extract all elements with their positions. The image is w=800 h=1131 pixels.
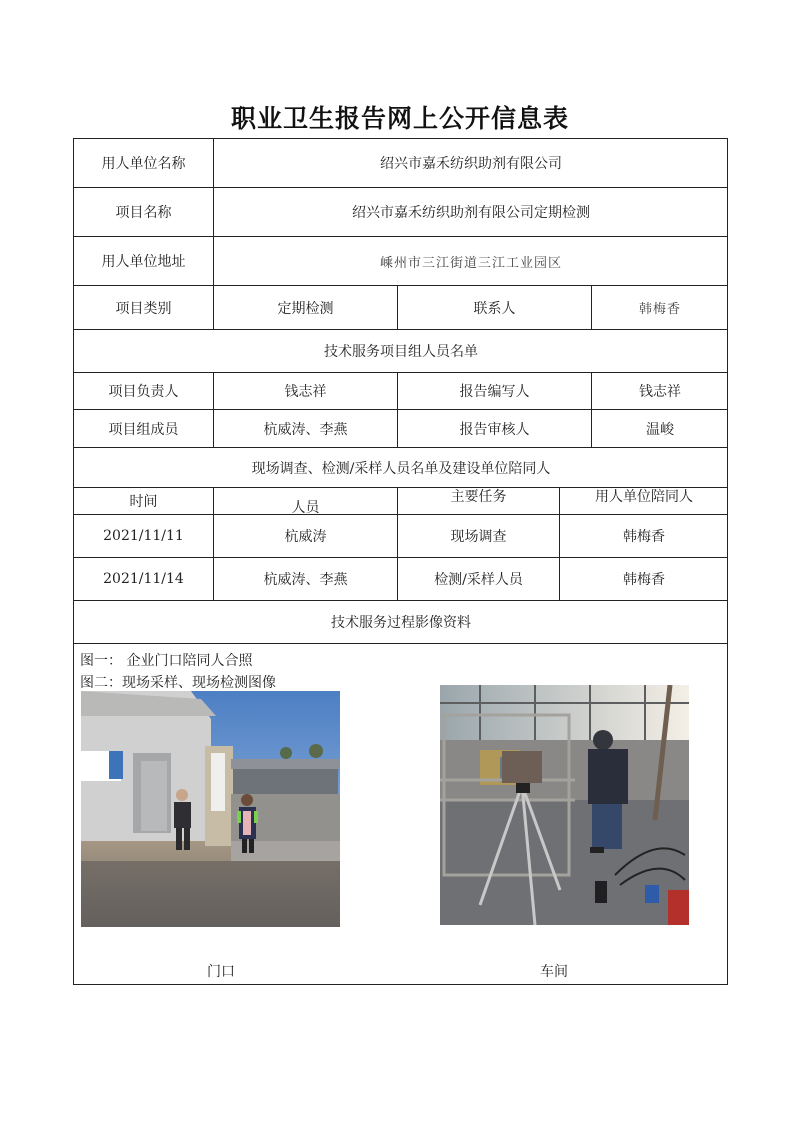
leader-label: 项目负责人	[108, 384, 179, 400]
project-type-label: 项目类别	[115, 300, 172, 317]
table-row-2-accompany: 韩梅香	[623, 572, 665, 588]
employer-name-value: 绍兴市嘉禾纺织助剂有限公司	[380, 156, 562, 172]
workshop-photo	[440, 685, 689, 925]
page-title: 职业卫生报告网上公开信息表	[230, 104, 569, 133]
table-row-1-date: 2021/11/11	[103, 528, 184, 544]
gate-photo	[81, 691, 340, 927]
writer-value: 钱志祥	[639, 384, 681, 400]
members-value: 杭威涛、李燕	[263, 421, 348, 438]
images-section-title: 技术服务过程影像资料	[331, 615, 471, 631]
employer-name-label: 用人单位名称	[101, 156, 186, 172]
table-row-1-accompany: 韩梅香	[623, 529, 665, 545]
header-personnel: 人员	[291, 500, 320, 516]
header-accompany: 用人单位陪同人	[595, 489, 693, 505]
address-label: 用人单位地址	[101, 254, 186, 270]
writer-label: 报告编写人	[459, 384, 530, 400]
field-work-section-title: 现场调查、检测/采样人员名单及建设单位陪同人	[251, 460, 551, 477]
contact-value: 韩梅香	[638, 302, 681, 317]
reviewer-label: 报告审核人	[459, 421, 530, 438]
header-time: 时间	[129, 494, 158, 510]
project-name-label: 项目名称	[115, 205, 172, 221]
table-row-1-task: 现场调查	[450, 529, 507, 545]
workshop-photo-caption: 车间	[540, 964, 568, 980]
table-row-2-personnel: 杭威涛、李燕	[263, 572, 348, 588]
table-row-2-date: 2021/11/14	[103, 571, 184, 587]
header-main-task: 主要任务	[450, 489, 507, 505]
project-name-value: 绍兴市嘉禾纺织助剂有限公司定期检测	[352, 205, 590, 221]
gate-photo-caption: 门口	[207, 964, 235, 980]
address-value: 嵊州市三江街道三江工业园区	[379, 255, 562, 271]
leader-value: 钱志祥	[284, 384, 327, 400]
team-section-title: 技术服务项目组人员名单	[324, 344, 478, 360]
reviewer-value: 温峻	[646, 421, 674, 438]
table-row-2-task: 检测/采样人员	[434, 572, 523, 588]
info-table	[73, 138, 728, 985]
members-label: 项目组成员	[108, 421, 179, 438]
figure-2-note: 图二：现场采样、现场检测图像	[80, 675, 276, 691]
table-row-1-personnel: 杭威涛	[284, 529, 327, 545]
figure-1-note: 图一： 企业门口陪同人合照	[80, 653, 253, 669]
project-type-value: 定期检测	[277, 300, 334, 317]
contact-label: 联系人	[473, 300, 516, 317]
